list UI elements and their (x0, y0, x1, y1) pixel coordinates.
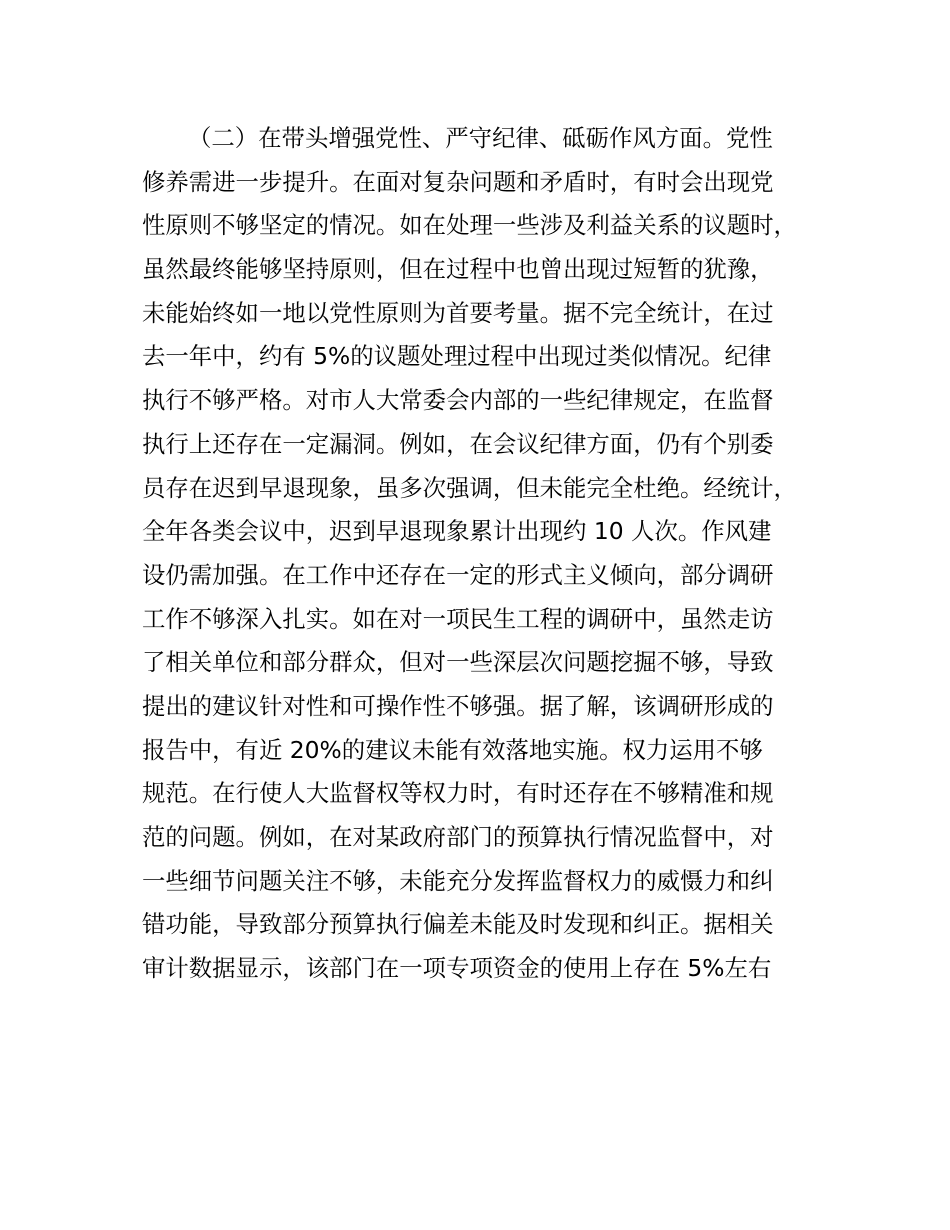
paragraph-line: 虽然最终能够坚持原则，但在过程中也曾出现过短暂的犹豫， (142, 255, 774, 284)
paragraph-line: 执行不够严格。对市人大常委会内部的一些纪律规定，在监督 (142, 386, 774, 415)
paragraph-line: 一些细节问题关注不够，未能充分发挥监督权力的威慑力和纠 (142, 866, 774, 895)
paragraph-line: 未能始终如一地以党性原则为首要考量。据不完全统计，在过 (142, 298, 774, 327)
paragraph-line: 工作不够深入扎实。如在对一项民生工程的调研中，虽然走访 (142, 604, 774, 633)
paragraph-line: 全年各类会议中，迟到早退现象累计出现约 10 人次。作风建 (142, 517, 772, 546)
body-paragraph (142, 117, 842, 991)
paragraph-line: 错功能，导致部分预算执行偏差未能及时发现和纠正。据相关 (142, 910, 774, 939)
paragraph-line: 报告中，有近 20%的建议未能有效落地实施。权力运用不够 (142, 735, 763, 764)
paragraph-line: 去一年中，约有 5%的议题处理过程中出现过类似情况。纪律 (142, 342, 772, 371)
paragraph-line: 提出的建议针对性和可操作性不够强。据了解，该调研形成的 (142, 691, 774, 720)
paragraph-line: 修养需进一步提升。在面对复杂问题和矛盾时，有时会出现党 (142, 167, 774, 196)
paragraph-line: 员存在迟到早退现象，虽多次强调，但未能完全杜绝。经统计， (142, 473, 797, 502)
paragraph-line: 审计数据显示，该部门在一项专项资金的使用上存在 5%左右 (142, 954, 772, 983)
paragraph-line: 性原则不够坚定的情况。如在处理一些涉及利益关系的议题时， (142, 211, 797, 240)
paragraph-line: 规范。在行使人大监督权等权力时，有时还存在不够精准和规 (142, 779, 774, 808)
paragraph-line: 范的问题。例如，在对某政府部门的预算执行情况监督中，对 (142, 823, 774, 851)
paragraph-line: 执行上还存在一定漏洞。例如，在会议纪律方面，仍有个别委 (142, 429, 774, 458)
paragraph-line: 设仍需加强。在工作中还存在一定的形式主义倾向，部分调研 (142, 560, 774, 589)
paragraph-line: 了相关单位和部分群众，但对一些深层次问题挖掘不够，导致 (142, 648, 774, 677)
paragraph-line: （二）在带头增强党性、严守纪律、砥砺作风方面。党性 (188, 124, 773, 152)
